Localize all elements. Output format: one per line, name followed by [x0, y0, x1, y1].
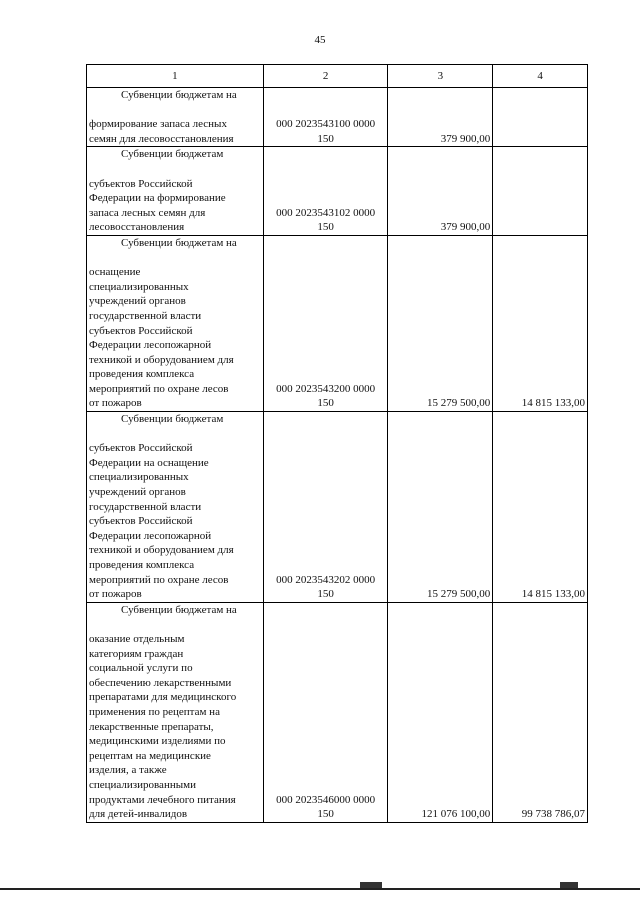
column-header-2: 2 [263, 65, 388, 88]
budget-table [86, 64, 588, 823]
table-row [87, 88, 588, 147]
row-value-col3: 15 279 500,00 [388, 235, 493, 411]
row-code-line: 000 2023543100 0000 [276, 118, 376, 131]
scan-mark [360, 882, 382, 888]
row-name-line: медицинскими изделиями по [89, 735, 226, 748]
row-name-line: применения по рецептам на [89, 705, 220, 718]
row-name-line: специализированных [89, 280, 189, 293]
row-value-col4 [493, 147, 588, 236]
row-name-line: техникой и оборудованием для [89, 353, 234, 366]
row-name-line: субъектов Российской [89, 515, 193, 528]
row-value-col4: 14 815 133,00 [493, 412, 588, 603]
row-name-line: субъектов Российской [89, 442, 193, 455]
table-row [87, 147, 588, 236]
row-code-cell [263, 412, 388, 603]
column-header-4: 4 [493, 65, 588, 88]
row-value-col4: 14 815 133,00 [493, 235, 588, 411]
row-name-line: Федерации на формирование [89, 192, 226, 205]
page-number: 45 [314, 34, 326, 46]
row-value-col3: 379 900,00 [388, 147, 493, 236]
row-name-line: препаратами для медицинского [89, 691, 237, 704]
row-name-line: проведения комплекса [89, 368, 195, 381]
row-name-line: учреждений органов [89, 486, 186, 499]
row-name-cell [87, 235, 264, 411]
row-value-col3: 121 076 100,00 [388, 602, 493, 822]
column-header-1: 1 [87, 65, 264, 88]
row-name-line: формирование запаса лесных [89, 118, 227, 131]
row-name-line: обеспечению лекарственными [89, 676, 232, 689]
row-name-line: мероприятий по охране лесов [89, 573, 229, 586]
row-name-line: специализированных [89, 471, 189, 484]
row-name-line: оснащение [89, 266, 141, 279]
row-name-line: субъектов Российской [89, 324, 193, 337]
table-row [87, 412, 588, 603]
row-name-line: лесовосстановления [89, 221, 185, 234]
table-body [87, 88, 588, 823]
row-name-cell [87, 412, 264, 603]
row-name-line: от пожаров [89, 588, 142, 601]
row-code-line: 000 2023546000 0000 [276, 793, 376, 806]
row-name-line: Субвенции бюджетам на [121, 603, 237, 616]
table-row [87, 602, 588, 822]
page-bottom-rule [0, 888, 640, 890]
row-value-col3: 379 900,00 [388, 88, 493, 147]
row-name-line: рецептам на медицинские [89, 749, 211, 762]
row-name-line: лекарственные препараты, [89, 720, 214, 733]
row-name-line: оказание отдельным [89, 632, 185, 645]
row-code-line: 150 [317, 132, 334, 145]
row-name-line: изделия, а также [89, 764, 167, 777]
row-name-line: Федерации лесопожарной [89, 339, 212, 352]
row-name-line: Субвенции бюджетам [121, 148, 224, 161]
row-name-line: Субвенции бюджетам на [121, 89, 237, 101]
row-value-col4 [493, 88, 588, 147]
row-code-cell [263, 88, 388, 147]
row-value-col4: 99 738 786,07 [493, 602, 588, 822]
row-name-line: продуктами лечебного питания [89, 793, 236, 806]
row-code-line: 150 [317, 221, 334, 234]
row-name-line: государственной власти [89, 309, 202, 322]
row-name-line: субъектов Российской [89, 177, 193, 190]
column-header-3: 3 [388, 65, 493, 88]
row-name-line: Федерации на оснащение [89, 456, 209, 469]
row-name-cell [87, 602, 264, 822]
row-value-col3: 15 279 500,00 [388, 412, 493, 603]
row-code-line: 000 2023543202 0000 [276, 573, 376, 586]
row-name-line: запаса лесных семян для [89, 206, 206, 219]
row-code-line: 150 [317, 588, 334, 601]
row-name-line: специализированными [89, 778, 196, 791]
row-code-cell [263, 235, 388, 411]
row-name-line: мероприятий по охране лесов [89, 382, 229, 395]
table-row [87, 235, 588, 411]
row-name-line: от пожаров [89, 397, 142, 410]
row-name-line: семян для лесовосстановления [89, 132, 234, 145]
row-name-line: проведения комплекса [89, 559, 195, 571]
row-code-line: 000 2023543200 0000 [276, 382, 376, 395]
row-name-line: Федерации лесопожарной [89, 529, 212, 542]
table-header-row [87, 65, 588, 88]
row-name-line: категориям граждан [89, 647, 184, 660]
row-code-cell [263, 602, 388, 822]
row-code-line: 150 [317, 397, 334, 410]
row-name-cell [87, 88, 264, 147]
row-name-line: техникой и оборудованием для [89, 544, 234, 557]
row-name-line: учреждений органов [89, 295, 186, 308]
row-name-line: государственной власти [89, 500, 202, 513]
scan-mark [560, 882, 578, 888]
row-name-line: для детей-инвалидов [89, 808, 188, 821]
row-name-line: социальной услуги по [89, 662, 193, 675]
row-name-line: Субвенции бюджетам на [121, 236, 237, 249]
row-code-line: 150 [317, 808, 334, 821]
row-name-cell [87, 147, 264, 236]
row-code-cell [263, 147, 388, 236]
row-code-line: 000 2023543102 0000 [276, 206, 376, 219]
row-name-line: Субвенции бюджетам [121, 413, 224, 426]
